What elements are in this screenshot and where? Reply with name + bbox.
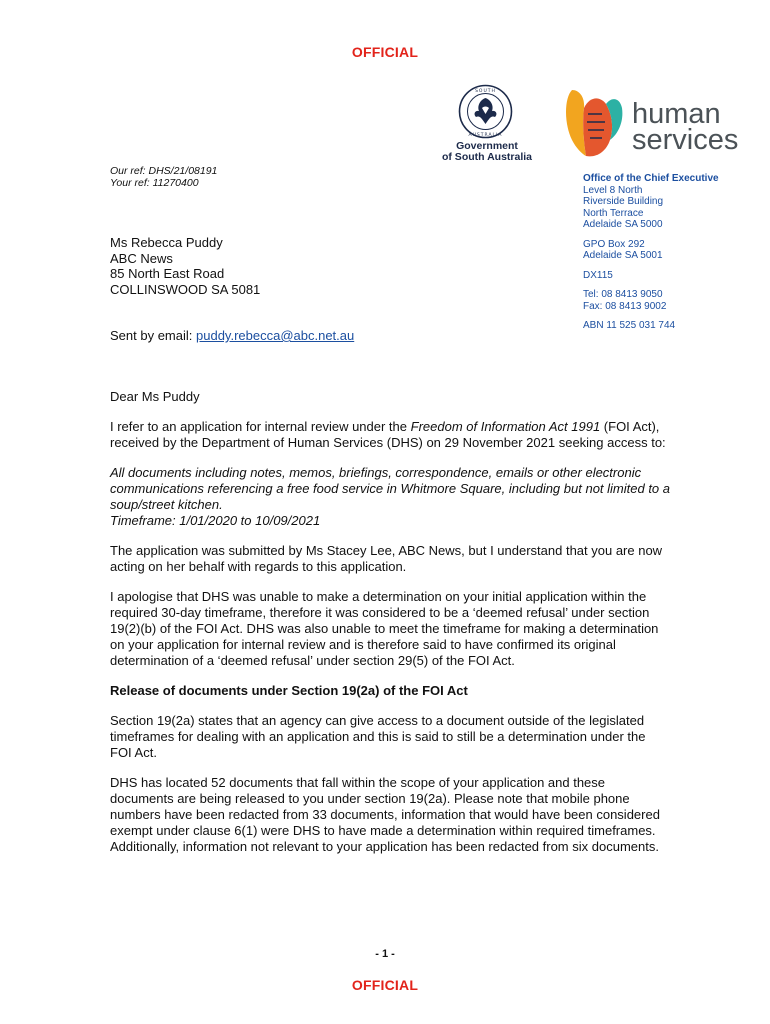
hs-logo-word-human: human [632, 98, 721, 130]
abn: ABN 11 525 031 744 [583, 320, 676, 331]
act-title: Freedom of Information Act 1991 [410, 419, 601, 434]
crest-lettering: SOUTH [475, 89, 496, 94]
paragraph-section-19: Section 19(2a) states that an agency can give access to a document outside of the legislated timeframes for dealing with an application and this is said to still be a determination under the FOI Act. [110, 713, 646, 760]
page-number: - 1 - [375, 948, 395, 960]
crest-lettering-bottom: AUSTRALIA [468, 133, 503, 138]
postal-line: Adelaide SA 5001 [583, 250, 663, 261]
section-heading: Release of documents under Section 19(2a) of the FOI Act [110, 683, 468, 698]
paragraph-deemed-refusal: I apologise that DHS was unable to make a determination on your initial application within the required 30-day timeframe, therefore it was considered to be a ‘deemed refusal’ under section 19(2)(b) of the FOI Act. DHS was also unable to meet the timeframe for making a determination on your application for internal review and is therefore said to have confirmed its original determination of a ‘deemed refusal’ under section 29(5) of the FOI Act. [110, 589, 659, 668]
classification-marking-bottom: OFFICIAL [351, 977, 419, 993]
sent-by-email-line [110, 328, 354, 343]
paragraph-intro: I refer to an application for internal review under the Freedom of Information Act 1991 (FOI Act), received by the Department of Human Services (DHS) on 29 November 2021 seeking access to: [110, 419, 666, 450]
sent-label: Sent by email: [110, 328, 196, 343]
recipient-name: Ms Rebecca Puddy [110, 235, 223, 250]
address-line: Riverside Building [583, 196, 664, 207]
human-services-logo [560, 82, 739, 164]
your-reference: Your ref: 11270400 [110, 177, 199, 189]
dx-number: DX115 [583, 269, 613, 281]
sa-crest-icon [458, 84, 513, 139]
recipient-org: ABC News [110, 250, 173, 266]
gov-logo-line1: Government [456, 140, 518, 152]
letter-body [110, 389, 670, 869]
request-scope: All documents including notes, memos, briefings, correspondence, emails or other electronic communications referencing a free food service in Whitmore Square, including but not limited to a soup/street kitchen. Timeframe: 1/01/2020 to 10/09/2021 [110, 465, 671, 528]
office-address-block [583, 173, 763, 332]
gov-logo-line2: of South Australia [441, 151, 533, 163]
classification-marking-top: OFFICIAL [351, 44, 419, 60]
address-line: Adelaide SA 5000 [583, 219, 663, 230]
paragraph-applicant: The application was submitted by Ms Stacey Lee, ABC News, but I understand that you are now acting on her behalf with regards to this application. [110, 543, 663, 574]
fax: Fax: 08 8413 9002 [583, 300, 667, 312]
our-reference: Our ref: DHS/21/08191 [110, 165, 218, 177]
address-line: Level 8 North [583, 184, 643, 196]
postal-line: GPO Box 292 [583, 238, 645, 250]
recipient-street: 85 North East Road [110, 266, 225, 281]
paragraph-documents-located: DHS has located 52 documents that fall within the scope of your application and these documents are being released to you under section 19(2a). Please note that mobile phone numbers have been redacted from 33 documents, information that would have been considered exempt under clause 6(1) were DHS to have made a determination within required timeframes. Additionally, information not relevant to your application has been redacted from six documents. [110, 775, 660, 854]
hs-logo-word-services: services [632, 124, 739, 156]
human-services-mark-icon [562, 84, 628, 162]
address-line: North Terrace [583, 207, 644, 219]
salutation: Dear Ms Puddy [110, 389, 200, 404]
government-sa-logo [428, 84, 546, 164]
recipient-address [110, 235, 260, 297]
telephone: Tel: 08 8413 9050 [583, 289, 663, 300]
email-link[interactable]: puddy.rebecca@abc.net.au [196, 328, 355, 343]
office-title: Office of the Chief Executive [583, 173, 719, 184]
recipient-city: COLLINSWOOD SA 5081 [110, 281, 261, 297]
